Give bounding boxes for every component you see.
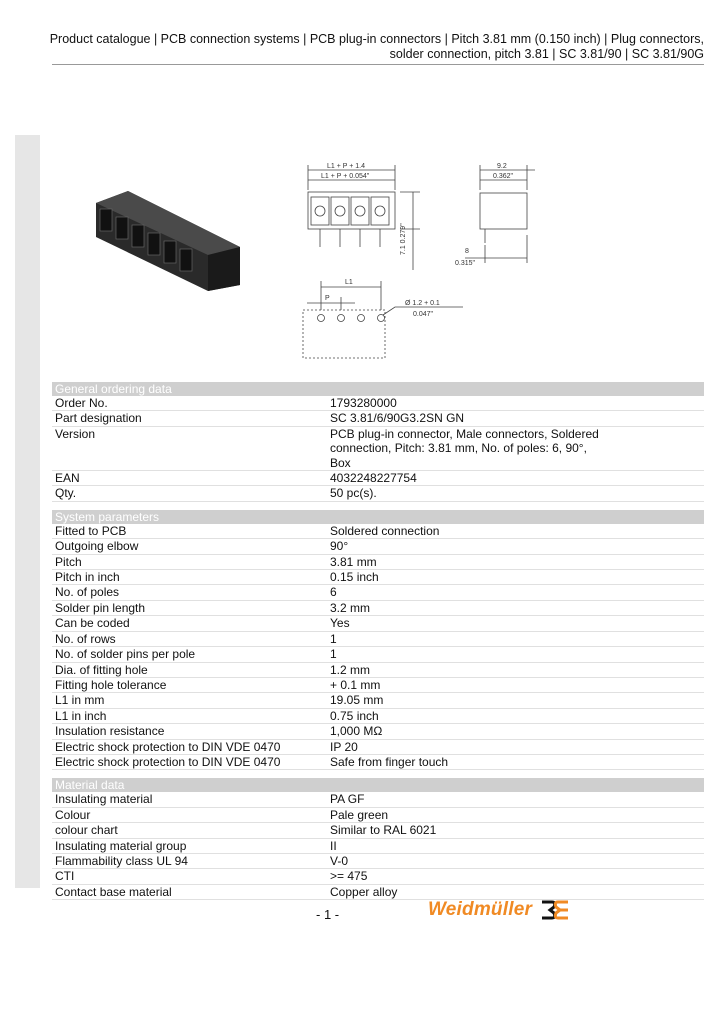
- table-row: [52, 396, 704, 411]
- spec-tables: [52, 382, 704, 900]
- row-value: 90°: [330, 539, 349, 554]
- row-value: 3.81 mm: [330, 554, 377, 569]
- breadcrumb: Product catalogue | PCB connection systems | PCB plug-in connectors | Pitch 3.81 mm (0.150 inch) | Plug connectors, solder connection, pitch 3.81 | SC 3.81/90 | SC 3.81/90G: [49, 32, 704, 61]
- row-label: L1 in inch: [55, 708, 107, 723]
- row-value: 6: [330, 585, 337, 600]
- table-row: [52, 585, 704, 600]
- row-label: Flammability class UL 94: [55, 853, 188, 868]
- row-value: Pale green: [330, 807, 389, 822]
- section-header: Material data: [52, 778, 704, 792]
- row-label: Electric shock protection to DIN VDE 0470: [55, 754, 281, 769]
- row-value: >= 475: [330, 869, 368, 884]
- table-row: [52, 663, 704, 678]
- dim-depth-mm: 8: [465, 248, 469, 255]
- table-row: [52, 869, 704, 884]
- row-label: Pitch: [55, 554, 82, 569]
- row-value: 1,000 MΩ: [330, 724, 383, 739]
- row-label: L1 in mm: [55, 693, 105, 708]
- logo-symbol-icon: [540, 899, 570, 921]
- table-row: [52, 486, 704, 501]
- dim-width-mm: 9.2: [497, 163, 507, 170]
- table-row: [52, 709, 704, 724]
- dim-top-mm: L1 + P + 1.4: [327, 163, 366, 170]
- row-label: Insulating material group: [55, 838, 187, 853]
- row-label: EAN: [55, 471, 80, 486]
- row-value: 1.2 mm: [330, 662, 371, 677]
- table-row: [52, 839, 704, 854]
- table-row: [52, 740, 704, 755]
- row-label: Outgoing elbow: [55, 539, 139, 554]
- row-label: Colour: [55, 807, 91, 822]
- product-photo: [88, 185, 248, 295]
- page-number: - 1 -: [316, 907, 340, 922]
- table-row: [52, 755, 704, 770]
- dimension-drawing: [285, 155, 545, 365]
- row-label: Qty.: [55, 486, 77, 501]
- table-row: [52, 427, 704, 471]
- table-row: [52, 808, 704, 823]
- row-label: Solder pin length: [55, 600, 146, 615]
- row-label: Fitting hole tolerance: [55, 677, 167, 692]
- dim-pitch: P: [325, 295, 330, 302]
- row-label: Part designation: [55, 411, 142, 426]
- section-header: System parameters: [52, 510, 704, 524]
- row-label: Pitch in inch: [55, 570, 120, 585]
- table-row: [52, 724, 704, 739]
- table-row: [52, 471, 704, 486]
- row-label: No. of solder pins per pole: [55, 647, 196, 662]
- row-value: Copper alloy: [330, 884, 398, 899]
- table-row: [52, 678, 704, 693]
- table-row: [52, 411, 704, 426]
- row-label: Version: [55, 426, 96, 441]
- table-row: [52, 885, 704, 900]
- row-value: PA GF: [330, 792, 365, 807]
- table-row: [52, 616, 704, 631]
- sidebar-bar: [15, 135, 40, 888]
- row-label: No. of rows: [55, 631, 116, 646]
- row-label: colour chart: [55, 823, 118, 838]
- table-row: [52, 601, 704, 616]
- table-row: [52, 555, 704, 570]
- row-value: Soldered connection: [330, 523, 440, 538]
- dim-l1: L1: [345, 279, 353, 286]
- table-row: [52, 647, 704, 662]
- row-value: 3.2 mm: [330, 600, 371, 615]
- row-label: Electric shock protection to DIN VDE 0470: [55, 739, 281, 754]
- section-header: General ordering data: [52, 382, 704, 396]
- dim-depth-inch: 0.315": [455, 260, 476, 267]
- row-label: CTI: [55, 869, 75, 884]
- row-value: PCB plug-in connector, Male connectors, Soldered connection, Pitch: 3.81 mm, No. of poles: 6, 90°, Box: [330, 426, 599, 470]
- dim-hole-inch: 0.047": [413, 311, 434, 318]
- row-value: 4032248227754: [330, 471, 417, 486]
- table-row: [52, 539, 704, 554]
- dim-width-inch: 0.362": [493, 173, 514, 180]
- row-value: 50 pc(s).: [330, 486, 377, 501]
- table-row: [52, 570, 704, 585]
- row-label: Contact base material: [55, 884, 172, 899]
- header-divider: [52, 64, 704, 65]
- logo-wordmark: Weidmüller: [428, 899, 533, 920]
- row-value: Yes: [330, 616, 350, 631]
- row-value: V-0: [330, 853, 349, 868]
- row-value: 1: [330, 647, 337, 662]
- table-row: [52, 823, 704, 838]
- row-value: 1: [330, 631, 337, 646]
- row-label: No. of poles: [55, 585, 120, 600]
- row-label: Dia. of fitting hole: [55, 662, 148, 677]
- table-row: [52, 792, 704, 807]
- row-value: 1793280000: [330, 396, 397, 410]
- row-label: Can be coded: [55, 616, 130, 631]
- row-label: Insulation resistance: [55, 724, 165, 739]
- row-value: Safe from finger touch: [330, 754, 449, 769]
- row-value: 19.05 mm: [330, 693, 384, 708]
- table-row: [52, 524, 704, 539]
- row-value: SC 3.81/6/90G3.2SN GN: [330, 411, 465, 426]
- table-row: [52, 632, 704, 647]
- row-value: + 0.1 mm: [330, 677, 381, 692]
- dim-hole-mm: Ø 1.2 + 0.1: [405, 300, 440, 307]
- row-value: IP 20: [330, 739, 358, 754]
- row-label: Fitted to PCB: [55, 523, 127, 538]
- weidmuller-logo: [428, 899, 570, 921]
- row-label: Insulating material: [55, 792, 153, 807]
- table-row: [52, 693, 704, 708]
- row-value: II: [330, 838, 337, 853]
- dim-top-inch: L1 + P + 0.054": [321, 173, 370, 180]
- row-value: 0.15 inch: [330, 570, 379, 585]
- row-value: 0.75 inch: [330, 708, 379, 723]
- table-row: [52, 854, 704, 869]
- row-label: Order No.: [55, 396, 108, 410]
- dim-height: 7.1 0.279": [400, 223, 407, 255]
- row-value: Similar to RAL 6021: [330, 823, 437, 838]
